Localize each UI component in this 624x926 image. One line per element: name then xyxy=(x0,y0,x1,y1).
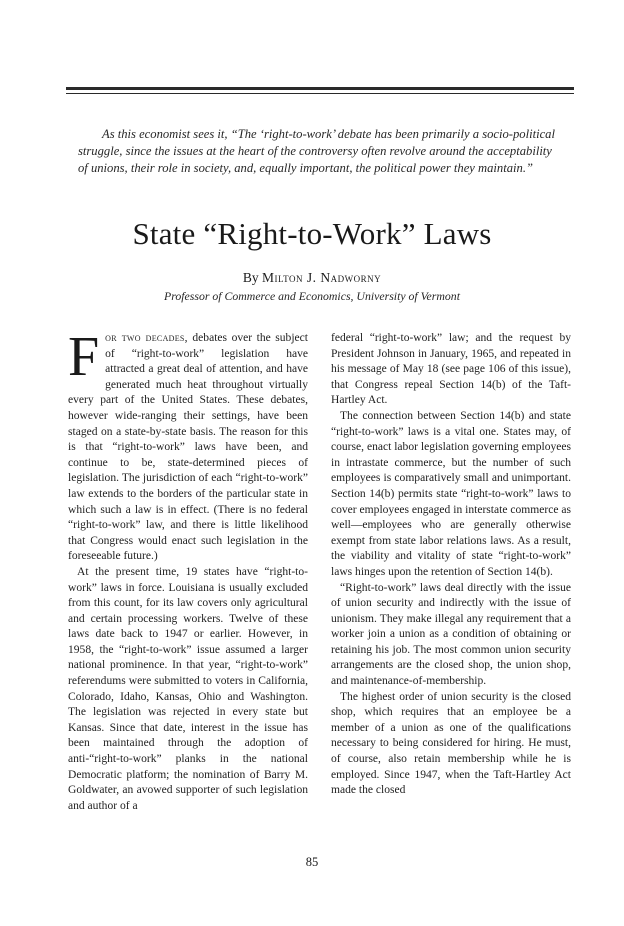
article-title: State “Right-to-Work” Laws xyxy=(132,216,492,251)
header-rule-thin xyxy=(66,93,574,94)
paragraph: “Right-to-work” laws deal directly with the issue of union security and indirectly with the issue of unionism. They make illegal any requirement that a worker join a union as a condition of obtaining or retaining his job. The most common union security arrangements are the closed shop, the union shop, and maintenance-of-membership. xyxy=(331,581,571,688)
byline xyxy=(0,270,624,286)
paragraph-text: debates over the subject of “right-to-work” legislation have attracted a great deal of attention, and have generated much heat throughout virtually every part of the United States. These debates, however wide-ranging their settings, have been staged on a state-by-state basis. The reason for this is that “right-to-work” laws have been, and continue to be, state-determined pieces of legislation. The jurisdiction of each “right-to-work” law extends to the borders of the particular state in which such a law is in effect. (There is no federal “right-to-work” law, and there is little likelihood that Congress would enact such legislation in the foreseeable future.) xyxy=(68,332,308,563)
left-column xyxy=(68,326,308,814)
page-number: 85 xyxy=(305,855,319,869)
paragraph: The connection between Section 14(b) and state “right-to-work” laws is a vital one. States may, of course, enact labor legislation governing employees in intrastate commerce, but the number of such employees is comparatively small and unimportant. Section 14(b) permits state “right-to-work” laws to cover employees engaged in interstate commerce as well—employees who are generally otherwise exempt from state labor relations laws. As a result, the viability and vitality of state “right-to-work” laws hinges upon the retention of Section 14(b). xyxy=(331,409,571,578)
paragraph: At the present time, 19 states have “right-to-work” laws in force. Louisiana is usually excluded from this count, for its law covers only agricultural and certain processing workers. Twelve of these laws date back to 1947 or earlier. However, in 1958, the “right-to-work” issue assumed a larger national prominence. In that year, “right-to-work” referendums were submitted to voters in California, Colorado, Idaho, Kansas, Ohio and Washington. The legislation was rejected in every state but Kansas. Since that date, interest in the issue has been maintained through the adoption of anti-“right-to-work” planks in the national Democratic platform; the nomination of Barry M. Goldwater, an avowed supporter of such legislation and author of a xyxy=(68,565,308,812)
paragraph: federal “right-to-work” law; and the request by President Johnson in January, 1965, and repeated in his message of May 18 (see page 106 of this issue), that Congress repeal Section 14(b) of the Taft-Hartley Act. xyxy=(331,332,571,407)
lead-in: or two decades, xyxy=(105,332,188,344)
author-name: Milton J. Nadworny xyxy=(262,270,382,285)
byline-prefix: By xyxy=(242,270,259,285)
header-rule-thick xyxy=(66,87,574,90)
drop-cap: F xyxy=(68,326,100,388)
paragraph xyxy=(68,326,308,565)
epigraph: As this economist sees it, “The ‘right-to-work’ debate has been primarily a socio-political struggle, since the issues at the heart of the controversy often revolve around the acceptability of unions, their role in society, and, equally important, the political power they maintain.” xyxy=(78,127,555,175)
paragraph: The highest order of union security is the closed shop, which requires that an employee be a member of a union as one of the qualifications necessary to being considered for hiring. He must, of course, also retain membership while he is employed. Since 1947, when the Taft-Hartley Act made the closed xyxy=(331,690,571,797)
author-affiliation: Professor of Commerce and Economics, University of Vermont xyxy=(164,289,460,303)
right-column xyxy=(331,331,571,799)
